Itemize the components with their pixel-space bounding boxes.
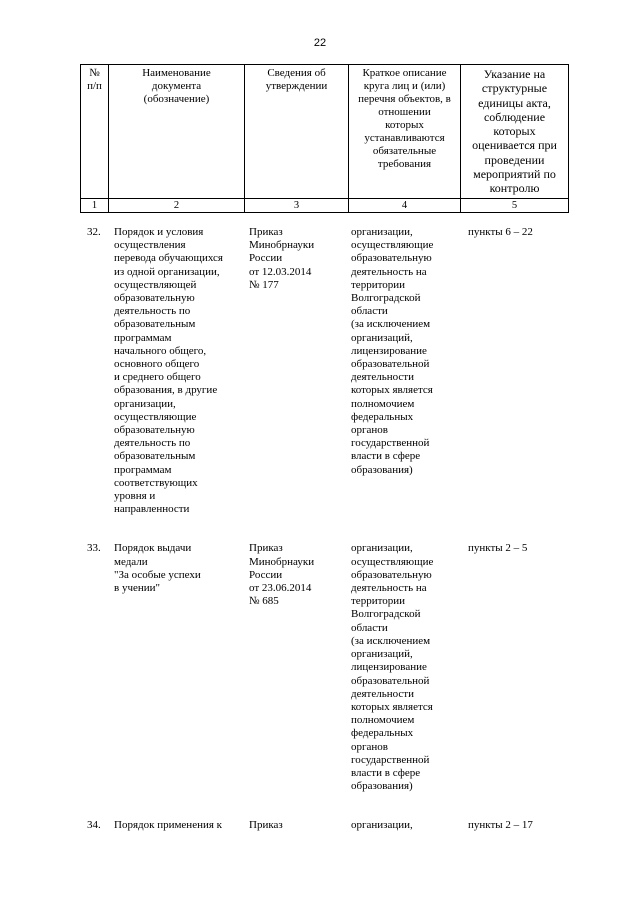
text-line: Порядок выдачи [114,542,192,555]
text-line: организации, [351,226,413,238]
text-line: требования [377,158,432,170]
text-line: федеральных [351,727,414,740]
text-line: образовательной [351,358,430,371]
text-line: устанавливаются [364,132,445,144]
text-line: деятельности [351,371,414,384]
page-number: 22 [313,37,327,49]
text-line: осуществляющие [351,555,434,568]
header-col-description [349,65,461,199]
text-line: Минобрнауки [249,239,315,252]
text-line: которых [385,119,424,131]
text-line: области [351,621,388,634]
text-line: образования, в другие [114,384,218,397]
header-row [81,65,569,199]
structural-units [460,819,568,832]
text-line: осуществления [114,239,186,252]
text-line: образовательную [351,568,432,581]
column-number-4: 4 [349,198,461,212]
text-line: Приказ [249,542,283,555]
scope-description [348,819,460,832]
text-line: начального общего, [114,344,207,357]
header-col-number [81,65,109,199]
text-line: п/п [87,80,102,92]
text-line: которых является [351,700,433,713]
text-line: Порядок применения к [114,819,223,832]
text-line: образовательную [114,292,195,305]
text-line: контролю [489,181,540,196]
text-line: и среднего общего [114,371,201,384]
text-line: единицы акта, [478,95,551,110]
text-line: "За особые успехи [114,568,201,581]
header-col-units [461,65,569,199]
text-line: перевода обучающихся [114,252,223,265]
text-line: утверждении [265,80,328,92]
text-line: пункты 2 – 5 [468,542,528,555]
text-line: Волгоградской [351,292,421,305]
text-line: Приказ [249,226,283,238]
text-line: соблюдение [483,109,546,124]
text-line: (за исключением [351,634,431,647]
column-number-2: 2 [109,198,245,212]
text-line: деятельность на [351,265,427,278]
text-line: от 23.06.2014 [249,582,312,595]
text-line: Краткое описание [362,67,447,79]
text-line: деятельность по [114,437,191,450]
text-line: которых является [351,384,433,397]
text-line: образовательной [351,674,430,687]
text-line: медали [114,555,148,568]
text-line: от 12.03.2014 [249,265,312,278]
text-line: организаций, [351,331,413,344]
text-line: организации, [351,542,413,555]
header-col-approval [245,65,349,199]
text-line: осуществляющие [114,410,197,423]
text-line: области [351,305,388,318]
text-line: организации, [114,397,176,410]
text-line: направленности [114,503,190,516]
text-line: деятельности [351,687,414,700]
document-name [108,226,244,516]
text-line: образования) [351,780,413,793]
text-line: которых [493,124,536,139]
header-col-document-name [109,65,245,199]
row-number: 32. [87,226,101,238]
text-line: государственной [351,753,430,766]
text-line: осуществляющей [114,278,197,291]
structural-units [460,542,568,793]
document-name [108,819,244,832]
text-line: из одной организации, [114,265,220,278]
table-header [80,64,569,213]
text-line: Сведения об [267,67,326,79]
text-line: № 177 [249,278,279,291]
column-number-3: 3 [245,198,349,212]
text-line: пункты 6 – 22 [468,226,533,238]
column-number-1: 1 [81,198,109,212]
row-number: 34. [87,819,101,832]
text-line: оценивается при [472,138,557,153]
text-line: уровня и [114,490,156,503]
structural-units [460,226,568,516]
text-line: Наименование [142,67,211,79]
text-line: Минобрнауки [249,555,315,568]
document-name [108,542,244,793]
row-number: 33. [87,542,101,555]
text-line: № 685 [249,595,279,608]
text-line: территории [351,595,406,608]
text-line: основного общего [114,358,200,371]
text-line: № [89,67,100,79]
text-line: соответствующих [114,476,198,489]
text-line: полномочием [351,714,415,727]
column-numbers-row [81,198,569,212]
text-line: России [249,252,283,265]
text-line: обязательные [372,145,437,157]
text-line: отношении [378,106,431,118]
scope-description [348,226,460,516]
text-line: проведении [484,152,545,167]
text-line: круга лиц и (или) [363,80,446,92]
table-row [80,819,568,832]
text-line: лицензирование [351,661,427,674]
text-line: России [249,568,283,581]
text-line: федеральных [351,410,414,423]
text-line: организации, [351,819,413,832]
text-line: деятельность по [114,305,191,318]
text-line: лицензирование [351,344,427,357]
text-line: программам [114,331,172,344]
text-line: Волгоградской [351,608,421,621]
text-line: органов [351,424,388,437]
text-line: власти в сфере [351,450,421,463]
text-line: программам [114,463,172,476]
text-line: Указание на [483,67,546,81]
text-line: полномочием [351,397,415,410]
text-line: деятельность на [351,582,427,595]
text-line: перечня объектов, в [358,93,451,105]
text-line: органов [351,740,388,753]
text-line: образовательным [114,450,196,463]
approval-info [244,226,348,516]
scope-description [348,542,460,793]
column-number-5: 5 [461,198,569,212]
table-row [80,542,568,793]
text-line: организаций, [351,648,413,661]
text-line: государственной [351,437,430,450]
text-line: (за исключением [351,318,431,331]
text-line: власти в сфере [351,766,421,779]
approval-info [244,542,348,793]
text-line: мероприятий по [473,167,556,182]
table-body [80,226,568,833]
text-line: в учении" [114,582,161,595]
approval-info [244,819,348,832]
table-row [80,226,568,516]
text-line: образования) [351,463,413,476]
text-line: структурные [481,81,548,96]
text-line: пункты 2 – 17 [468,819,533,832]
text-line: образовательным [114,318,196,331]
text-line: Приказ [249,819,283,832]
text-line: образовательную [114,424,195,437]
text-line: (обозначение) [143,93,210,105]
text-line: образовательную [351,252,432,265]
text-line: осуществляющие [351,239,434,252]
text-line: документа [151,80,202,92]
text-line: территории [351,278,406,291]
text-line: Порядок и условия [114,226,204,238]
